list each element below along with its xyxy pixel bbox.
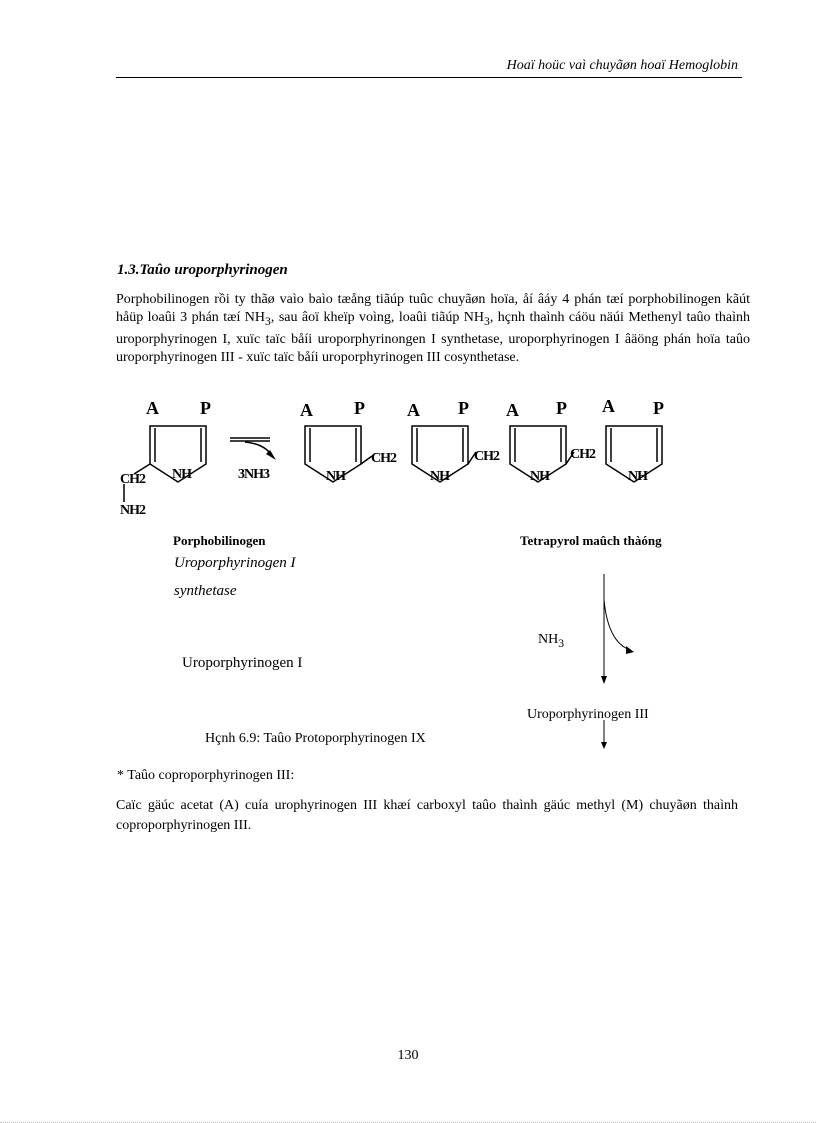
propionate-label: P (200, 398, 211, 418)
nh-label: NH (326, 469, 345, 484)
enzyme-label: Uroporphyrinogen I (174, 555, 296, 571)
para-text: Porphobilinogen rồi ty thãø vaìo baìo tæång tiãúp tuûc chuyãøn hoïa, åí âáy 4 phán tæí porphobilinogen kãút håüp loaûi 3 phán tæí NH (116, 292, 750, 325)
para-text: , hçnh thaình cáöu näúi Methenyl taûo thaình uroporphyrinogen I, xuïc taïc båíi uroporphyrinongen I synthetase, uroporphyrinogen I âäöng phán hoïa taûo uroporphyrinogen III - xuïc taïc båíi uroporphyrinogen III cosynthetase. (116, 310, 750, 365)
minus-nh3-label: 3NH3 (238, 467, 269, 482)
paragraph-uroporphyrinogen (116, 291, 750, 367)
running-header: Hoaï hoüc vaì chuyãøn hoaï Hemoglobin (506, 58, 738, 73)
propionate-label: P (354, 398, 365, 418)
propionate-label: P (458, 398, 469, 418)
acetate-label: A (407, 400, 420, 420)
nh-label: NH (172, 467, 191, 482)
methylene-bridge: CH2 (371, 451, 396, 466)
propionate-label: P (556, 398, 567, 418)
product-uroporphyrinogen-iii: Uroporphyrinogen III (527, 707, 649, 722)
porphobilinogen-diagram (110, 394, 700, 524)
nh2-label: NH2 (120, 503, 145, 518)
acetate-label: A (300, 400, 313, 420)
label-tetrapyrrole: Tetrapyrol maûch thàóng (520, 533, 662, 548)
figure-caption: Hçnh 6.9: Taûo Protoporphyrinogen IX (205, 731, 426, 746)
acetate-label: A (602, 396, 615, 416)
acetate-label: A (506, 400, 519, 420)
header-rule (116, 77, 742, 78)
nh-label: NH (628, 469, 647, 484)
subscript: 3 (484, 314, 490, 328)
nh-label: NH (430, 469, 449, 484)
nh3-label (538, 632, 564, 650)
paragraph-coproporphyrinogen: Caïc gäúc acetat (A) cuía urophyrinogen III khæí carboxyl taûo thaình gäúc methyl (M) chuyãøn thaình coproporphyrinogen III. (116, 798, 738, 833)
propionate-label: P (653, 398, 664, 418)
reaction-arrow (590, 572, 650, 752)
subsection-title: * Taûo coproporphyrinogen III: (117, 768, 295, 783)
subscript: 3 (265, 314, 271, 328)
acetate-label: A (146, 398, 159, 418)
label-porphobilinogen: Porphobilinogen (173, 533, 266, 548)
page-number: 130 (397, 1048, 419, 1063)
methylene-bridge: CH2 (474, 449, 499, 464)
nh3-text: NH (538, 632, 559, 647)
nh-label: NH (530, 469, 549, 484)
ch2-label: CH2 (120, 472, 145, 487)
product-uroporphyrinogen-i: Uroporphyrinogen I (182, 655, 303, 671)
enzyme-label: synthetase (174, 583, 237, 599)
methylene-bridge: CH2 (570, 447, 595, 462)
section-title: 1.3.Taûo uroporphyrinogen (117, 262, 288, 278)
subscript: 3 (558, 636, 565, 650)
para-text: , sau âoï kheïp voìng, loaûi tiãúp NH (270, 310, 484, 325)
